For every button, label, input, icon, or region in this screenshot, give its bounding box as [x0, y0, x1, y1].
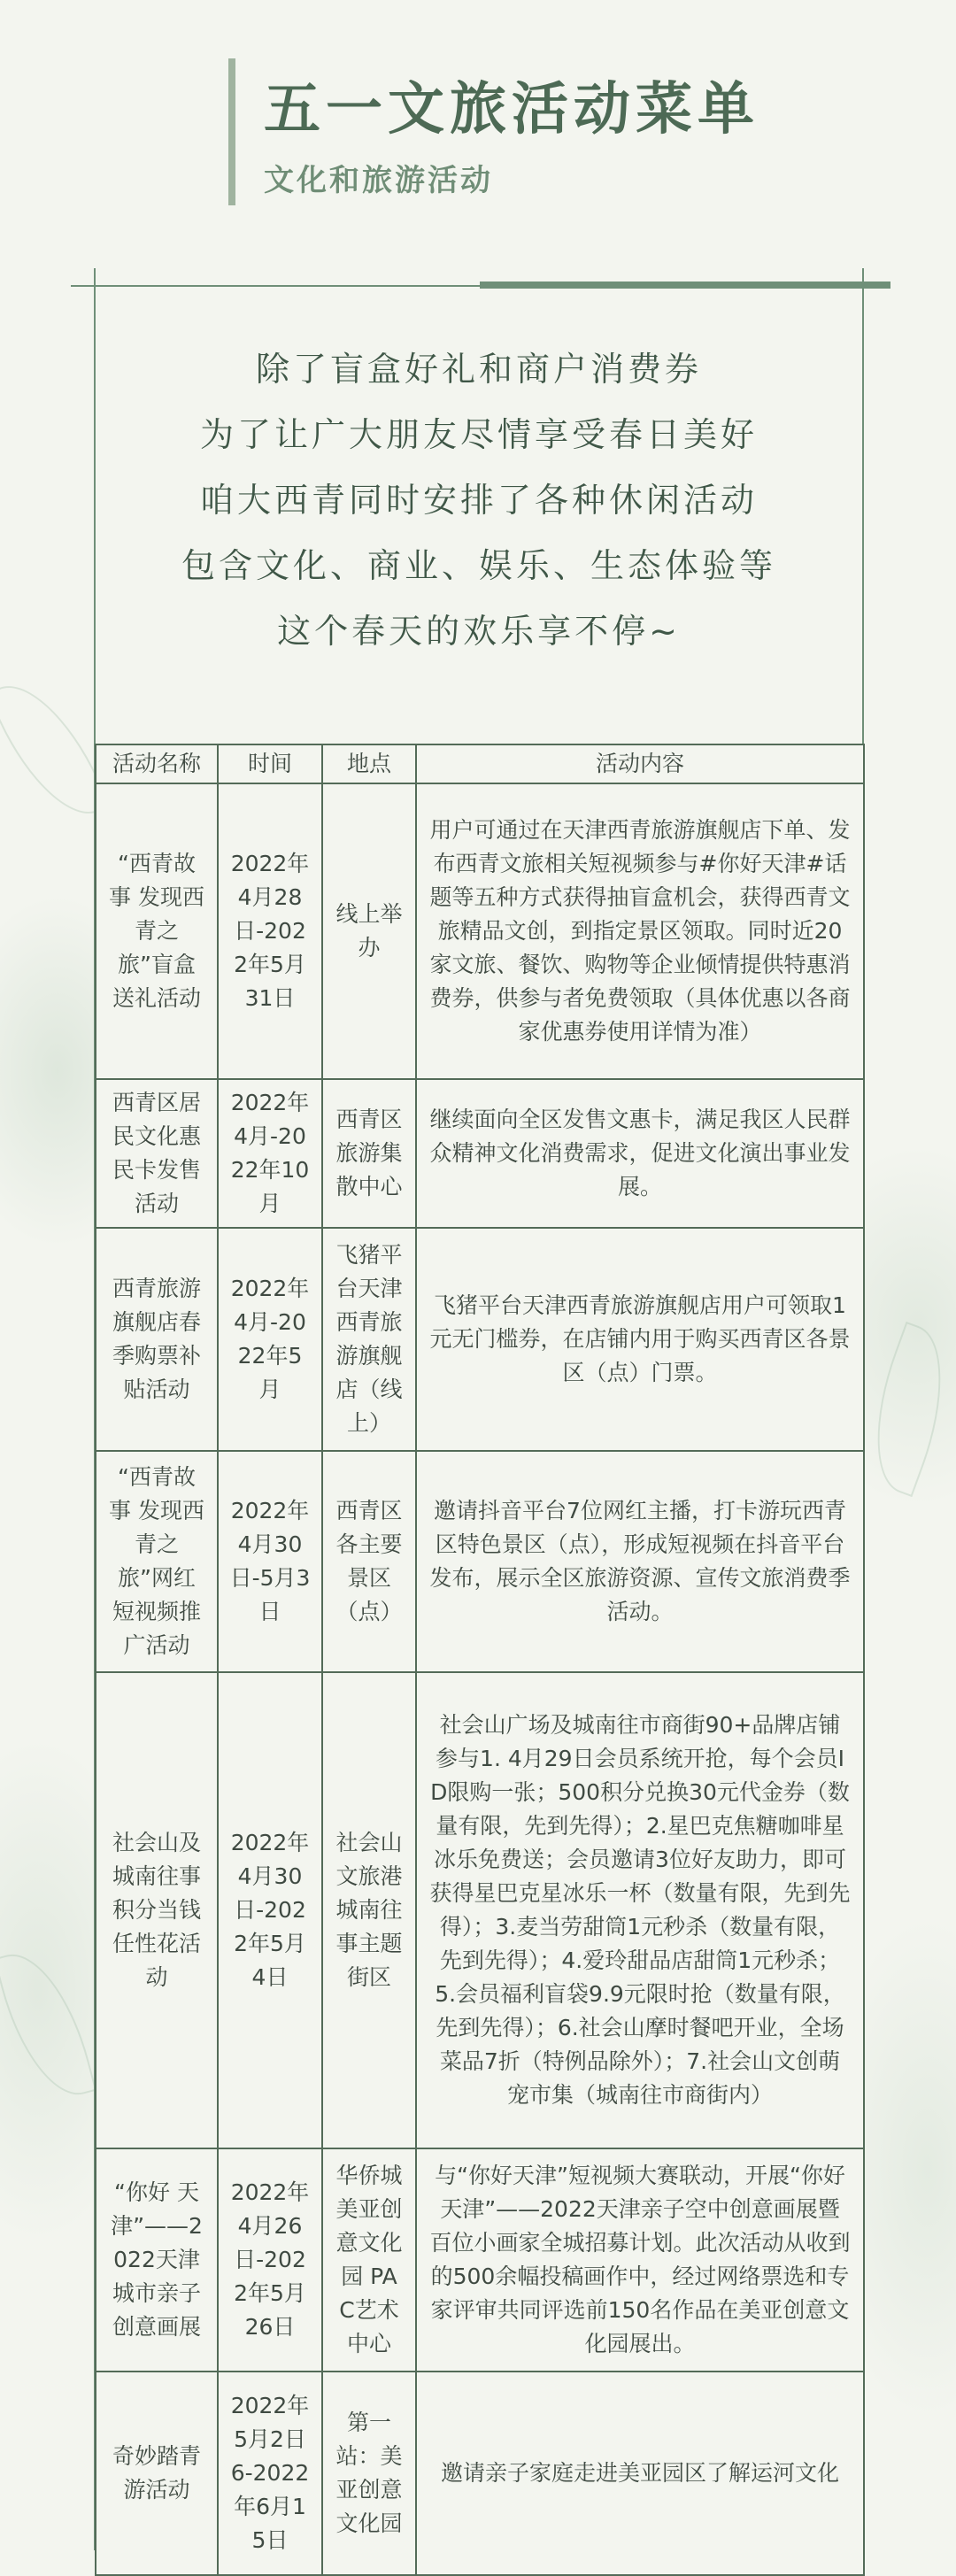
leaf-decoration [851, 1322, 956, 1497]
activity-time: 2022年4月-2022年5月 [218, 1228, 322, 1451]
title-accent-bar [228, 58, 235, 205]
column-header-time: 时间 [218, 744, 322, 783]
table-header-row [96, 744, 864, 783]
activity-content: 飞猪平台天津西青旅游旗舰店用户可领取1元无门槛券，在店铺内用于购买西青区各景区（点）门票。 [416, 1228, 864, 1451]
activity-time: 2022年4月30日-2022年5月4日 [218, 1672, 322, 2148]
activity-location: 华侨城美亚创意文化园 PAC艺术中心 [322, 2148, 416, 2372]
table-row [96, 1228, 864, 1451]
column-header-name: 活动名称 [96, 744, 218, 783]
table-row [96, 1672, 864, 2148]
table-row [96, 2372, 864, 2575]
activity-name: “西青故事 发现西青之旅”网红短视频推广活动 [96, 1451, 218, 1672]
activity-time: 2022年5月2日6-2022年6月15日 [218, 2372, 322, 2575]
intro-line: 咱大西青同时安排了各种休闲活动 [199, 481, 758, 520]
column-header-location: 地点 [322, 744, 416, 783]
intro-line: 为了让广大朋友尽情享受春日美好 [199, 415, 758, 454]
page-title: 五一文旅活动菜单 [264, 77, 759, 143]
activity-name: 奇妙踏青游活动 [96, 2372, 218, 2575]
intro-line: 除了盲盒好礼和商户消费券 [255, 350, 702, 389]
activity-content: 用户可通过在天津西青旅游旗舰店下单、发布西青文旅相关短视频参与#你好天津#话题等五种方式获得抽盲盒机会，获得西青文旅精品文创，到指定景区领取。同时近20家文旅、餐饮、购物等企业倾情提供特惠消费券，供参与者免费领取（具体优惠以各商家优惠券使用详情为准） [416, 783, 864, 1079]
activity-location: 社会山文旅港城南往事主题街区 [322, 1672, 416, 2148]
page-subtitle: 文化和旅游活动 [264, 163, 493, 198]
activity-content: 邀请抖音平台7位网红主播，打卡游玩西青区特色景区（点），形成短视频在抖音平台发布，展示全区旅游资源、宣传文旅消费季活动。 [416, 1451, 864, 1672]
activity-table [95, 744, 865, 2576]
activity-time: 2022年4月28日-2022年5月31日 [218, 783, 322, 1079]
intro-text [97, 336, 860, 664]
activity-time: 2022年4月30日-5月3日 [218, 1451, 322, 1672]
leaf-decoration [0, 1941, 96, 2107]
intro-line: 包含文化、商业、娱乐、生态体验等 [181, 546, 776, 585]
column-header-content: 活动内容 [416, 744, 864, 783]
activity-name: “西青故事 发现西青之旅”盲盒送礼活动 [96, 783, 218, 1079]
activity-content: 社会山广场及城南往市商街90+品牌店铺参与1. 4月29日会员系统开抢，每个会员ID限购一张；500积分兑换30元代金券（数量有限，先到先得）；2.星巴克焦糖咖啡星冰乐免费送；会员邀请3位好友助力，即可获得星巴克星冰乐一杯（数量有限，先到先得）；3.麦当劳甜筒1元秒杀（数量有限，先到先得）；4.爱玲甜品店甜筒1元秒杀；5.会员福利盲袋9.9元限时抢（数量有限，先到先得）；6.社会山摩时餐吧开业，全场菜品7折（特例品除外）；7.社会山文创萌宠市集（城南往市商街内） [416, 1672, 864, 2148]
table-row [96, 1079, 864, 1228]
activity-name: 社会山及城南往事积分当钱任性花活动 [96, 1672, 218, 2148]
table-row [96, 1451, 864, 1672]
activity-content: 与“你好天津”短视频大赛联动，开展“你好天津”——2022天津亲子空中创意画展暨百位小画家全城招募计划。此次活动从收到的500余幅投稿画作中，经过网络票选和专家评审共同评选前150名作品在美亚创意文化园展出。 [416, 2148, 864, 2372]
table-row [96, 783, 864, 1079]
activity-content: 继续面向全区发售文惠卡，满足我区人民群众精神文化消费需求，促进文化演出事业发展。 [416, 1079, 864, 1228]
activity-time: 2022年4月26日-2022年5月26日 [218, 2148, 322, 2372]
intro-line: 这个春天的欢乐享不停~ [277, 612, 681, 651]
activity-location: 线上举办 [322, 783, 416, 1079]
activity-location: 西青区旅游集散中心 [322, 1079, 416, 1228]
activity-content: 邀请亲子家庭走进美亚园区了解运河文化 [416, 2372, 864, 2575]
activity-location: 第一站：美亚创意文化园 [322, 2372, 416, 2575]
table-row [96, 2148, 864, 2372]
activity-name: 西青区居民文化惠民卡发售活动 [96, 1079, 218, 1228]
activity-location: 飞猪平台天津西青旅游旗舰店（线上） [322, 1228, 416, 1451]
activity-location: 西青区各主要景区（点） [322, 1451, 416, 1672]
frame-accent-line [480, 282, 890, 289]
activity-name: “你好 天津”——2022天津城市亲子创意画展 [96, 2148, 218, 2372]
activity-name: 西青旅游旗舰店春季购票补贴活动 [96, 1228, 218, 1451]
activity-time: 2022年4月-2022年10月 [218, 1079, 322, 1228]
